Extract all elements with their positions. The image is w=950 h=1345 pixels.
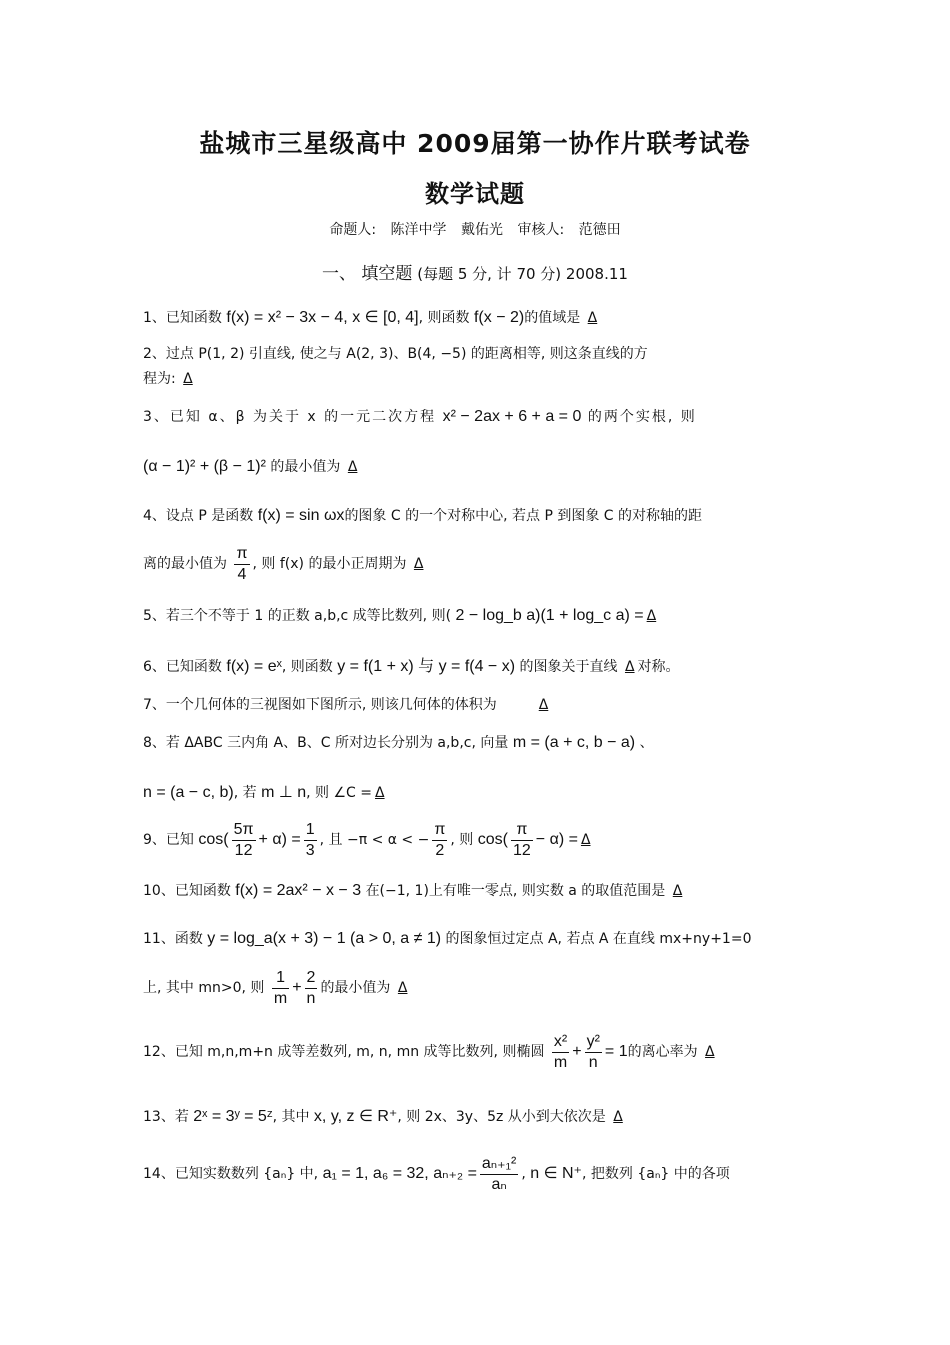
question-5 <box>143 603 810 629</box>
q11-num2: 2 <box>305 968 318 989</box>
question-11-cont <box>143 966 810 1010</box>
question-11 <box>143 926 810 952</box>
question-1 <box>143 305 810 331</box>
q8-text4: , 则 ∠C = <box>306 785 372 801</box>
answer-blank: Δ <box>397 980 408 996</box>
q3-text: 3、已知 α、β 为关于 x 的一元二次方程 <box>143 409 437 425</box>
q6-text2: , 则函数 <box>281 659 333 675</box>
answer-blank: Δ <box>624 659 635 675</box>
q4-text: 4、设点 P 是函数 <box>143 508 254 524</box>
answer-blank: Δ <box>538 697 549 713</box>
q4-denominator: 4 <box>237 565 247 583</box>
q14-den: aₙ <box>491 1175 507 1193</box>
answer-blank: Δ <box>705 1044 715 1060</box>
q9-num2: 1 <box>304 820 317 841</box>
answer-blank: Δ <box>580 832 591 848</box>
q1-text2: , 则函数 <box>418 310 470 326</box>
q5-text: 5、若三个不等于 1 的正数 a,b,c 成等比数列, 则( <box>143 608 452 624</box>
exam-title: 盐城市三星级高中 2009届第一协作片联考试卷 <box>199 129 751 158</box>
q9-text2: , 且 −π < α < − <box>319 832 430 848</box>
q11-formula: y = log_a(x + 3) − 1 (a > 0, a ≠ 1) <box>207 930 442 947</box>
q3-formula2: (α − 1)² + (β − 1)² <box>143 458 266 475</box>
q11-plus: + <box>292 979 302 996</box>
question-8 <box>143 730 810 756</box>
q13-text2: , 其中 <box>272 1109 310 1125</box>
q6-formula: f(x) = eˣ <box>226 658 282 675</box>
q8-formula3: m ⊥ n <box>261 784 307 801</box>
q9-fraction-3 <box>432 820 447 861</box>
q11-den2: n <box>306 989 316 1007</box>
question-12 <box>143 1030 810 1074</box>
q9-den3: 2 <box>435 841 445 859</box>
q6-text4: 对称。 <box>637 659 680 675</box>
q4-numerator: π <box>234 544 249 565</box>
q9-cos2: cos( <box>477 831 508 848</box>
q8-formula: m = (a + c, b − a) <box>512 734 636 751</box>
q14-fraction <box>480 1154 518 1195</box>
question-10 <box>143 878 810 904</box>
q7-text: 7、一个几何体的三视图如下图所示, 则该几何体的体积为 <box>143 697 497 713</box>
q11-fraction-1 <box>272 968 289 1009</box>
question-4-cont <box>143 542 810 586</box>
q9-den2: 3 <box>305 841 315 859</box>
q9-end: − α) = <box>535 831 578 848</box>
q13-text3: , 则 2x、3y、5z 从小到大依次是 <box>397 1109 606 1125</box>
q11-text4: 的最小值为 <box>320 980 391 996</box>
q12-formula: = 1 <box>604 1043 628 1060</box>
q9-fraction-2 <box>304 820 317 861</box>
question-3 <box>143 404 810 430</box>
answer-blank: Δ <box>413 556 424 572</box>
q4-text4: , 则 f(x) 的最小正周期为 <box>252 556 407 572</box>
answer-blank: Δ <box>183 371 193 387</box>
q10-formula: f(x) = 2ax² − x − 3 <box>235 882 362 899</box>
q3-text3: 的最小值为 <box>270 459 341 475</box>
answer-blank: Δ <box>672 883 683 899</box>
q5-formula: 2 − log_b a)(1 + log_c a) = <box>455 607 644 624</box>
q14-num: aₙ₊₁² <box>480 1154 518 1175</box>
q3-text2: 的两个实根, 则 <box>587 409 697 425</box>
q1-text: 1、已知函数 <box>143 310 222 326</box>
q13-formula: 2ˣ = 3ʸ = 5ᶻ <box>193 1108 273 1125</box>
q10-text2: 在(−1, 1)上有唯一零点, 则实数 a 的取值范围是 <box>365 883 666 899</box>
q8-text3: , 若 <box>233 785 257 801</box>
q10-text: 10、已知函数 <box>143 883 231 899</box>
question-13 <box>143 1104 810 1130</box>
q9-cos: cos( <box>198 831 229 848</box>
q9-den1: 12 <box>234 841 253 859</box>
q1-formula: f(x) = x² − 3x − 4, x ∈ [0, 4] <box>226 309 419 326</box>
q12-text: 12、已知 m,n,m+n 成等差数列, m, n, mn 成等比数列, 则椭圆 <box>143 1044 545 1060</box>
q12-num1: x² <box>552 1032 569 1053</box>
q9-num4: π <box>511 820 533 841</box>
q6-text: 6、已知函数 <box>143 659 222 675</box>
q9-text3: , 则 <box>450 832 474 848</box>
q2-text2: 程为: <box>143 371 176 387</box>
q12-den2: n <box>588 1053 598 1071</box>
answer-blank: Δ <box>613 1109 623 1125</box>
q9-text: 9、已知 <box>143 832 194 848</box>
q4-fraction <box>234 544 249 585</box>
q11-text2: 的图象恒过定点 A, 若点 A 在直线 mx+ny+1=0 <box>445 931 752 947</box>
q1-text3: 的值域是 <box>524 310 581 326</box>
question-4 <box>143 503 810 529</box>
q6-formula2: y = f(1 + x) 与 y = f(4 − x) <box>337 658 516 675</box>
q14-text2: , <box>521 1166 526 1182</box>
q14-formula: a₁ = 1, a₆ = 32, aₙ₊₂ = <box>322 1165 477 1182</box>
question-7 <box>143 692 810 718</box>
exam-subtitle: 数学试题 <box>425 180 525 208</box>
q4-formula: f(x) = sin ωx <box>257 507 345 524</box>
section-note: (每题 5 分, 计 70 分) 2008.11 <box>417 265 628 283</box>
q13-formula2: x, y, z ∈ R⁺ <box>313 1108 398 1125</box>
question-6 <box>143 654 810 680</box>
q1-formula2: f(x − 2) <box>473 309 525 326</box>
question-2-cont <box>143 366 810 392</box>
q3-formula: x² − 2ax + 6 + a = 0 <box>442 408 582 425</box>
q4-text3: 离的最小值为 <box>143 556 227 572</box>
q14-text: 14、已知实数数列 {aₙ} 中, <box>143 1166 319 1182</box>
q11-text: 11、函数 <box>143 931 203 947</box>
q9-fraction-4 <box>511 820 533 861</box>
answer-blank: Δ <box>646 608 657 624</box>
q12-fraction-1 <box>552 1032 569 1073</box>
q11-den1: m <box>273 989 288 1007</box>
q9-num3: π <box>432 820 447 841</box>
q8-text: 8、若 ΔABC 三内角 A、B、C 所对边长分别为 a,b,c, 向量 <box>143 735 509 751</box>
q11-num1: 1 <box>272 968 289 989</box>
q9-den4: 12 <box>512 841 531 859</box>
q8-formula2: n = (a − c, b) <box>143 784 234 801</box>
question-8-cont <box>143 780 810 806</box>
q13-text: 13、若 <box>143 1109 189 1125</box>
answer-blank: Δ <box>587 310 598 326</box>
q9-mid: + α) = <box>258 831 301 848</box>
answer-blank: Δ <box>347 459 358 475</box>
answer-blank: Δ <box>375 785 385 801</box>
q8-text2: 、 <box>639 735 654 751</box>
question-9 <box>143 818 810 862</box>
question-14 <box>143 1152 810 1196</box>
q11-text3: 上, 其中 mn>0, 则 <box>143 980 265 996</box>
q9-num1: 5π <box>232 820 256 841</box>
q9-fraction-1 <box>232 820 256 861</box>
q14-formula2: n ∈ N⁺ <box>530 1165 582 1182</box>
q2-text: 2、过点 P(1, 2) 引直线, 使之与 A(2, 3)、B(4, −5) 的距离相等, 则这条直线的方 <box>143 346 648 362</box>
q12-plus: + <box>572 1043 582 1060</box>
q11-fraction-2 <box>305 968 318 1009</box>
q12-num2: y² <box>585 1032 602 1053</box>
authors-line: 命题人: 陈洋中学 戴佑光 审核人: 范德田 <box>329 222 621 238</box>
q14-text3: , 把数列 {aₙ} 中的各项 <box>582 1166 730 1182</box>
section-heading <box>0 259 950 284</box>
q12-den1: m <box>553 1053 568 1071</box>
question-3-cont <box>143 454 810 480</box>
q12-text2: 的离心率为 <box>627 1044 698 1060</box>
q4-text2: 的图象 C 的一个对称中心, 若点 P 到图象 C 的对称轴的距 <box>344 508 703 524</box>
q6-text3: 的图象关于直线 <box>519 659 618 675</box>
q12-fraction-2 <box>585 1032 602 1073</box>
section-label: 一、 填空题 <box>322 264 413 284</box>
question-2 <box>143 341 810 367</box>
